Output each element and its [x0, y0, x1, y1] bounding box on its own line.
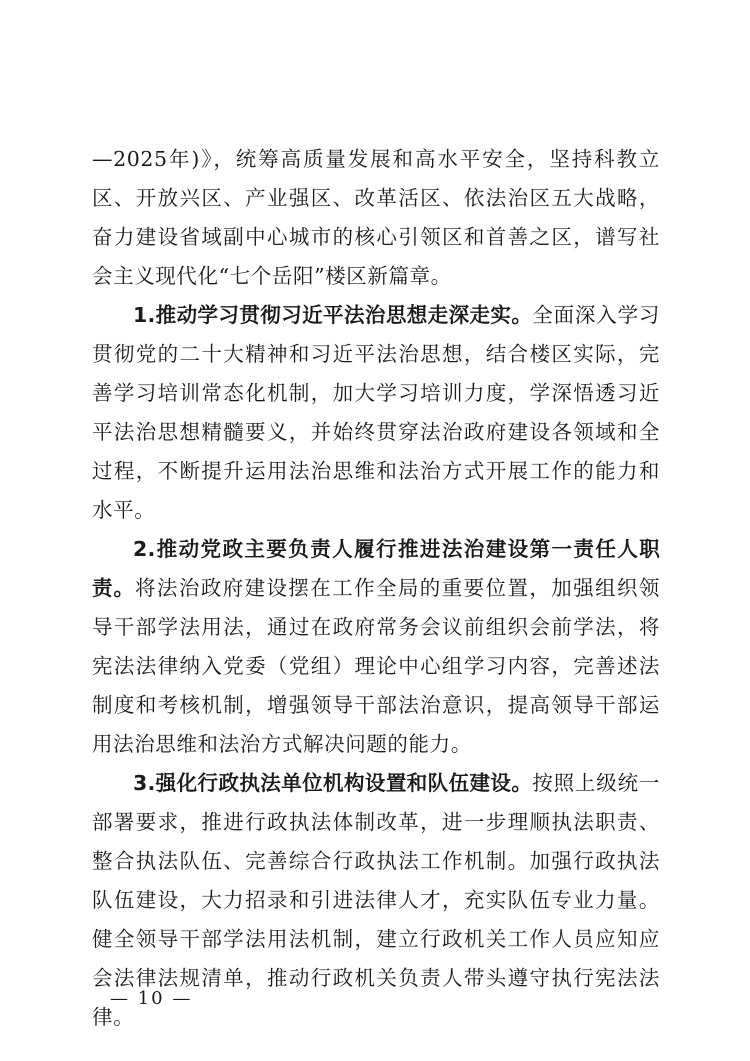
paragraph-intro-continuation: [92, 140, 660, 296]
paragraph-item-2: [92, 530, 660, 764]
paragraph-heading: 2.推动党政主要负责人履行推进法治建设第一责任人职责。: [92, 537, 660, 600]
paragraph-heading: 3.强化行政执法单位机构设置和队伍建设。: [133, 771, 533, 795]
paragraph-text: 全面深入学习贯彻党的二十大精神和习近平法治思想，结合楼区实际，完善学习培训常态化机制，加大学习培训力度，学深悟透习近平法治思想精髓要义，并始终贯穿法治政府建设各领域和全过程，不断提升运用法治思维和法治方式开展工作的能力和水平。: [92, 303, 660, 522]
paragraph-text: 按照上级统一部署要求，推进行政执法体制改革，进一步理顺执法职责、整合执法队伍、完善综合行政执法工作机制。加强行政执法队伍建设，大力招录和引进法律人才，充实队伍专业力量。健全领导干部学法用法机制，建立行政机关工作人员应知应会法律法规清单，推动行政机关负责人带头遵守执行宪法法律。: [92, 771, 660, 1029]
page-number: — 10 —: [110, 988, 193, 1009]
paragraph-text: —2025年)》，统筹高质量发展和高水平安全，坚持科教立区、开放兴区、产业强区、改革活区、依法治区五大战略，奋力建设省域副中心城市的核心引领区和首善之区，谱写社会主义现代化“七个岳阳”楼区新篇章。: [92, 147, 660, 288]
document-body: [92, 140, 660, 1037]
paragraph-heading: 1.推动学习贯彻习近平法治思想走深走实。: [133, 303, 533, 327]
paragraph-item-1: [92, 296, 660, 530]
paragraph-text: 将法治政府建设摆在工作全局的重要位置，加强组织领导干部学法用法，通过在政府常务会议前组织会前学法，将宪法法律纳入党委（党组）理论中心组学习内容，完善述法制度和考核机制，增强领导干部法治意识，提高领导干部运用法治思维和法治方式解决问题的能力。: [92, 576, 660, 756]
